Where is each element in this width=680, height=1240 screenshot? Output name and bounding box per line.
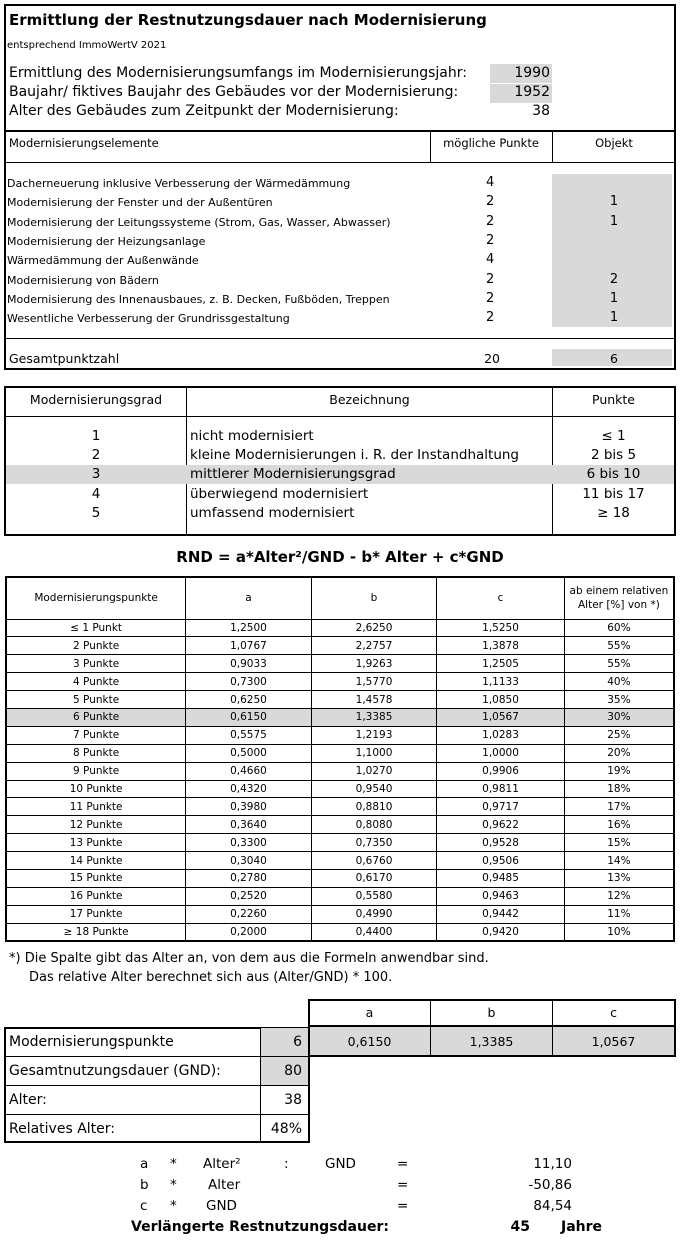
abc-header-a: a <box>365 1005 374 1020</box>
final-unit: Jahre <box>561 1219 603 1235</box>
coef-cell-c: 0,9442 <box>437 905 565 923</box>
element-row-points: 2 <box>486 232 495 248</box>
coef-cell-c: 0,9506 <box>437 852 565 870</box>
grades-header-desc: Bezeichnung <box>329 392 410 407</box>
grade-row-description: überwiegend modernisiert <box>190 485 369 502</box>
params-row-divider-2 <box>4 1085 310 1086</box>
coef-cell-b: 1,0270 <box>311 762 437 780</box>
result2-value: -50,86 <box>528 1177 572 1193</box>
coef-cell-points: 4 Punkte <box>6 673 186 691</box>
coef-cell-c: 1,0000 <box>437 744 565 762</box>
coef-cell-a: 0,3300 <box>186 834 312 852</box>
coef-cell-c: 1,3878 <box>437 637 565 655</box>
params-row-divider-3 <box>4 1114 310 1115</box>
grade-row-points: ≤ 1 <box>601 428 626 444</box>
coef-cell-points: 17 Punkte <box>6 905 186 923</box>
coef-cell-b: 1,4578 <box>311 691 437 709</box>
coef-table-row <box>6 637 674 655</box>
grade-row-number: 5 <box>91 504 101 521</box>
coef-cell-c: 0,9420 <box>437 923 565 941</box>
coef-cell-relative-age: 20% <box>564 744 674 762</box>
coef-cell-b: 0,4400 <box>311 923 437 941</box>
coef-cell-b: 0,6760 <box>311 852 437 870</box>
coef-cell-b: 0,9540 <box>311 780 437 798</box>
coef-cell-b: 2,6250 <box>311 619 437 637</box>
coef-cell-points: 8 Punkte <box>6 744 186 762</box>
coef-cell-points: 16 Punkte <box>6 887 186 905</box>
age-value: 38 <box>284 1092 302 1108</box>
coef-cell-points: 5 Punkte <box>6 691 186 709</box>
coef-table-row <box>6 708 674 726</box>
coef-table-row <box>6 887 674 905</box>
coef-table-row <box>6 726 674 744</box>
coef-cell-relative-age: 35% <box>564 691 674 709</box>
element-row-label: Modernisierung der Leitungssysteme (Strom, Gas, Wasser, Abwasser) <box>7 215 391 229</box>
element-row-label: Wesentliche Verbesserung der Grundrissgestaltung <box>7 312 290 326</box>
coef-cell-c: 0,9906 <box>437 762 565 780</box>
result1-a: a <box>140 1156 149 1172</box>
coef-cell-c: 0,9463 <box>437 887 565 905</box>
coef-table-row <box>6 673 674 691</box>
coef-cell-points: 12 Punkte <box>6 816 186 834</box>
coef-table-row <box>6 816 674 834</box>
coef-cell-a: 0,6150 <box>186 708 312 726</box>
final-label: Verlängerte Restnutzungsdauer: <box>131 1219 389 1235</box>
grade-row-points: 11 bis 17 <box>582 485 645 502</box>
coef-table-row <box>6 762 674 780</box>
element-row-object: 1 <box>609 194 619 210</box>
coef-cell-b: 0,6170 <box>311 869 437 887</box>
coef-cell-a: 0,5575 <box>186 726 312 744</box>
elements-header-points: mögliche Punkte <box>443 136 539 150</box>
coef-cell-relative-age: 16% <box>564 816 674 834</box>
total-label: Gesamtpunktzahl <box>9 351 120 366</box>
coef-cell-c: 1,1133 <box>437 673 565 691</box>
points-label: Modernisierungspunkte <box>9 1034 174 1050</box>
coef-table-row <box>6 852 674 870</box>
coef-table-row <box>6 798 674 816</box>
coef-cell-b: 0,8080 <box>311 816 437 834</box>
result3-c: c <box>140 1198 148 1214</box>
element-row-points: 2 <box>486 213 495 229</box>
element-row-label: Modernisierung der Heizungsanlage <box>7 234 206 248</box>
coef-cell-relative-age: 18% <box>564 780 674 798</box>
coef-table-row <box>6 923 674 941</box>
coef-cell-a: 0,5000 <box>186 744 312 762</box>
page-title: Ermittlung der Restnutzungsdauer nach Modernisierung <box>9 11 487 29</box>
total-object: 6 <box>610 351 618 366</box>
coef-cell-relative-age: 10% <box>564 923 674 941</box>
footnote-line-2: Das relative Alter berechnet sich aus (Alter/GND) * 100. <box>29 970 393 985</box>
footnote-line-1: *) Die Spalte gibt das Alter an, von dem aus die Formeln anwendbar sind. <box>9 951 489 966</box>
result3-op1: * <box>170 1198 177 1214</box>
coef-header-a: a <box>186 577 312 619</box>
coef-cell-b: 1,5770 <box>311 673 437 691</box>
grade-row-number: 4 <box>91 485 101 502</box>
coef-cell-relative-age: 30% <box>564 708 674 726</box>
coef-cell-relative-age: 12% <box>564 887 674 905</box>
abc-value-a: 0,6150 <box>347 1034 392 1049</box>
coef-cell-a: 0,2780 <box>186 869 312 887</box>
result1-gnd: GND <box>325 1156 356 1172</box>
coef-cell-relative-age: 14% <box>564 852 674 870</box>
coef-table-row <box>6 780 674 798</box>
element-row-points: 2 <box>486 290 495 306</box>
element-row-points: 2 <box>486 271 495 287</box>
element-row-points: 2 <box>486 310 495 326</box>
coefficient-table <box>5 576 675 942</box>
result1-eq: = <box>397 1156 409 1172</box>
relative-age-label: Relatives Alter: <box>9 1121 115 1137</box>
element-row-points: 4 <box>486 175 495 190</box>
abc-value-b: 1,3385 <box>469 1034 514 1049</box>
coef-cell-points: 11 Punkte <box>6 798 186 816</box>
elements-header-divider <box>4 162 676 163</box>
points-value: 6 <box>293 1034 302 1050</box>
grade-row-description: nicht modernisiert <box>190 428 314 444</box>
gnd-label: Gesamtnutzungsdauer (GND): <box>9 1063 221 1079</box>
coef-cell-a: 0,2520 <box>186 887 312 905</box>
element-row-object: 1 <box>609 310 619 326</box>
coef-cell-a: 0,3040 <box>186 852 312 870</box>
abc-value-c: 1,0567 <box>591 1034 636 1049</box>
coef-table-row <box>6 869 674 887</box>
coef-table-row <box>6 619 674 637</box>
age-label: Alter: <box>9 1092 47 1108</box>
coef-cell-b: 0,4990 <box>311 905 437 923</box>
result2-op1: * <box>170 1177 177 1193</box>
coef-cell-b: 1,9263 <box>311 655 437 673</box>
coef-table-row <box>6 691 674 709</box>
coef-cell-a: 1,2500 <box>186 619 312 637</box>
coef-table-row <box>6 905 674 923</box>
coef-cell-a: 0,3640 <box>186 816 312 834</box>
coef-cell-b: 1,1000 <box>311 744 437 762</box>
coef-cell-relative-age: 60% <box>564 619 674 637</box>
coef-table-row <box>6 744 674 762</box>
element-row-object: 2 <box>609 271 619 287</box>
coef-cell-a: 0,3980 <box>186 798 312 816</box>
coef-cell-c: 1,0283 <box>437 726 565 744</box>
element-row-label: Modernisierung der Fenster und der Außentüren <box>7 196 273 210</box>
abc-header-b: b <box>487 1005 496 1020</box>
basic-value-3: 38 <box>532 103 550 119</box>
grade-row-points: 6 bis 10 <box>586 466 641 483</box>
element-row-label: Modernisierung des Innenausbaues, z. B. Decken, Fußböden, Treppen <box>7 292 390 306</box>
result3-gnd: GND <box>206 1198 237 1214</box>
coef-cell-c: 0,9717 <box>437 798 565 816</box>
coef-cell-a: 0,4660 <box>186 762 312 780</box>
coef-header-points: Modernisierungspunkte <box>6 577 186 619</box>
coef-cell-relative-age: 55% <box>564 655 674 673</box>
coef-header-c: c <box>437 577 565 619</box>
element-row-label: Modernisierung von Bädern <box>7 273 159 287</box>
coef-cell-b: 1,3385 <box>311 708 437 726</box>
coef-cell-relative-age: 17% <box>564 798 674 816</box>
formula-heading: RND = a*Alter²/GND - b* Alter + c*GND <box>176 548 504 566</box>
coef-cell-points: 10 Punkte <box>6 780 186 798</box>
coef-cell-points: 7 Punkte <box>6 726 186 744</box>
result2-age: Alter <box>208 1177 241 1193</box>
result1-age2: Alter² <box>203 1156 241 1172</box>
coef-table-row <box>6 655 674 673</box>
result3-eq: = <box>397 1198 409 1214</box>
grade-row-number: 2 <box>91 447 101 464</box>
coef-cell-points: 2 Punkte <box>6 637 186 655</box>
coef-cell-relative-age: 13% <box>564 869 674 887</box>
coef-cell-a: 0,4320 <box>186 780 312 798</box>
basic-label-2: Baujahr/ fiktives Baujahr des Gebäudes vor der Modernisierung: <box>9 84 459 100</box>
coef-cell-c: 1,5250 <box>437 619 565 637</box>
grade-row-number: 3 <box>91 466 101 483</box>
grade-row-number: 1 <box>91 428 101 444</box>
coef-cell-a: 0,2260 <box>186 905 312 923</box>
result1-value: 11,10 <box>533 1156 572 1172</box>
coef-cell-a: 0,6250 <box>186 691 312 709</box>
coef-cell-b: 0,8810 <box>311 798 437 816</box>
grade-row-description: kleine Modernisierungen i. R. der Instandhaltung <box>190 447 520 464</box>
coef-cell-a: 0,7300 <box>186 673 312 691</box>
coef-cell-b: 1,2193 <box>311 726 437 744</box>
coef-cell-points: 3 Punkte <box>6 655 186 673</box>
element-row-points: 4 <box>486 252 495 268</box>
grades-col-divider-1 <box>186 386 187 536</box>
grade-row-points: 2 bis 5 <box>590 447 637 464</box>
coef-header-relative-age: ab einem relativen Alter [%] von *) <box>564 577 674 619</box>
coef-cell-c: 0,9811 <box>437 780 565 798</box>
gnd-value: 80 <box>284 1063 302 1079</box>
coef-cell-c: 0,9528 <box>437 834 565 852</box>
basic-label-1: Ermittlung des Modernisierungsumfangs im Modernisierungsjahr: <box>9 65 467 81</box>
grades-header-points: Punkte <box>592 392 635 407</box>
abc-header-c: c <box>610 1005 617 1020</box>
basic-value-2: 1952 <box>514 84 550 100</box>
coef-cell-points: ≥ 18 Punkte <box>6 923 186 941</box>
result3-value: 84,54 <box>533 1198 572 1214</box>
coef-cell-c: 0,9622 <box>437 816 565 834</box>
coef-table-row <box>6 834 674 852</box>
coef-cell-relative-age: 55% <box>564 637 674 655</box>
coef-cell-points: 6 Punkte <box>6 708 186 726</box>
coef-cell-c: 1,2505 <box>437 655 565 673</box>
element-row-object: 1 <box>609 290 619 306</box>
coef-cell-c: 1,0850 <box>437 691 565 709</box>
elements-header-label: Modernisierungselemente <box>9 136 159 150</box>
grade-row-points: ≥ 18 <box>597 504 630 521</box>
total-points: 20 <box>484 351 500 366</box>
coef-cell-relative-age: 11% <box>564 905 674 923</box>
elements-header-object: Objekt <box>595 136 633 150</box>
coef-cell-points: 9 Punkte <box>6 762 186 780</box>
grades-header-grade: Modernisierungsgrad <box>29 392 163 407</box>
coef-cell-a: 0,9033 <box>186 655 312 673</box>
result1-op1: * <box>170 1156 177 1172</box>
coef-cell-b: 2,2757 <box>311 637 437 655</box>
basic-value-1: 1990 <box>514 65 550 81</box>
coef-cell-c: 1,0567 <box>437 708 565 726</box>
element-row-object: 1 <box>609 213 619 229</box>
coef-cell-b: 0,5580 <box>311 887 437 905</box>
coef-cell-c: 0,9485 <box>437 869 565 887</box>
coef-cell-a: 1,0767 <box>186 637 312 655</box>
coef-cell-relative-age: 25% <box>564 726 674 744</box>
coef-cell-points: 15 Punkte <box>6 869 186 887</box>
final-value: 45 <box>510 1219 530 1235</box>
element-row-label: Wärmedämmung der Außenwände <box>7 254 199 268</box>
relative-age-value: 48% <box>270 1121 302 1137</box>
coef-header-b: b <box>311 577 437 619</box>
result1-op2: : <box>284 1156 289 1172</box>
grade-row-description: mittlerer Modernisierungsgrad <box>190 466 396 483</box>
coef-cell-relative-age: 15% <box>564 834 674 852</box>
element-row-points: 2 <box>486 194 495 210</box>
basic-label-3: Alter des Gebäudes zum Zeitpunkt der Modernisierung: <box>9 103 399 119</box>
result2-eq: = <box>397 1177 409 1193</box>
result2-b: b <box>140 1177 149 1193</box>
grades-header-divider <box>4 416 676 417</box>
coef-cell-a: 0,2000 <box>186 923 312 941</box>
coef-cell-b: 0,7350 <box>311 834 437 852</box>
coef-cell-relative-age: 40% <box>564 673 674 691</box>
coef-cell-points: 14 Punkte <box>6 852 186 870</box>
elements-total-divider <box>4 338 676 339</box>
element-row-label: Dacherneuerung inklusive Verbesserung der Wärmedämmung <box>7 177 351 190</box>
page-subtitle: entsprechend ImmoWertV 2021 <box>7 40 167 51</box>
coef-cell-points: 13 Punkte <box>6 834 186 852</box>
coef-cell-relative-age: 19% <box>564 762 674 780</box>
coef-cell-points: ≤ 1 Punkt <box>6 619 186 637</box>
grade-row-description: umfassend modernisiert <box>190 504 355 521</box>
